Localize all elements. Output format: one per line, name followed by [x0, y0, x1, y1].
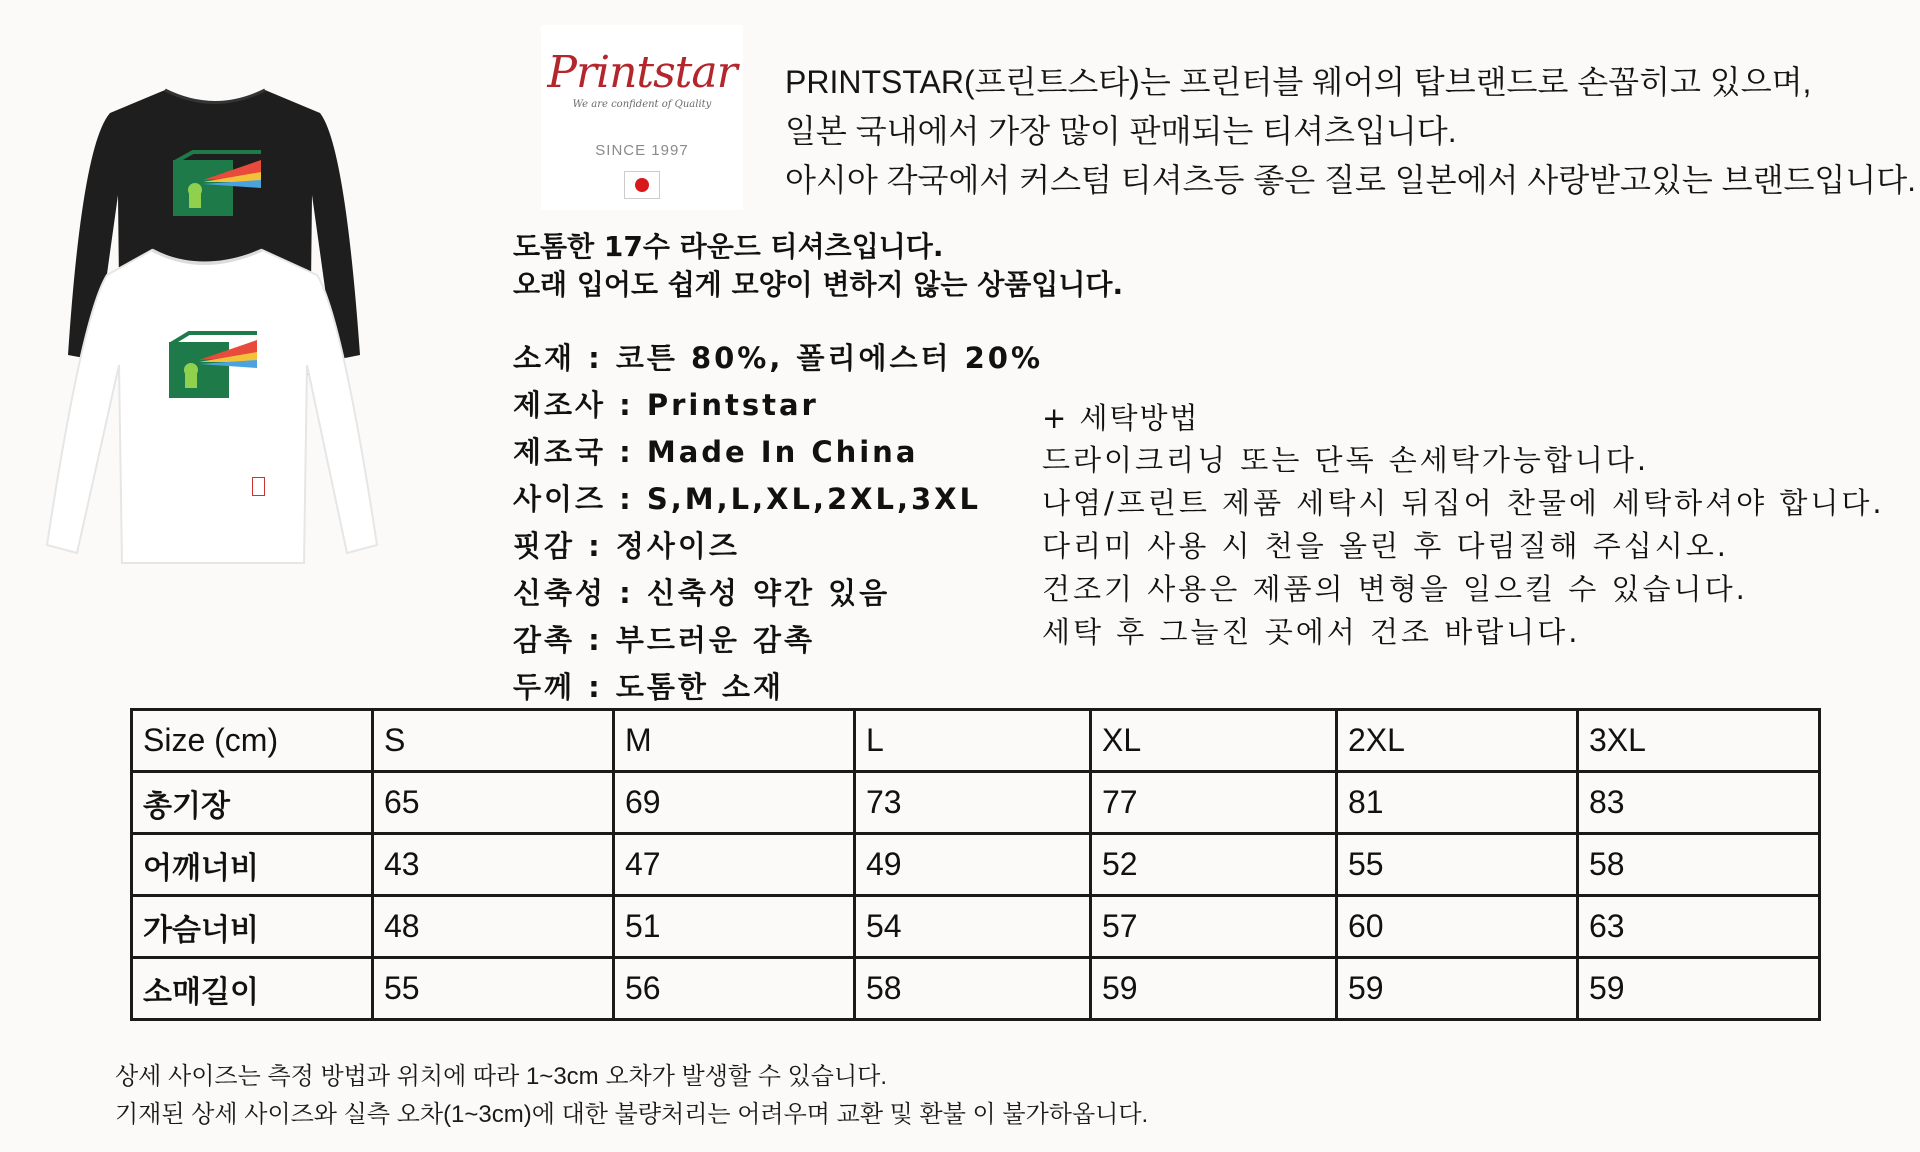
- white-tshirt-image: [42, 245, 382, 570]
- white-shirt-print-graphic: [169, 330, 257, 400]
- care-title: + 세탁방법: [1042, 401, 1200, 435]
- size-chart-table: [130, 708, 1821, 1021]
- note-line: 상세 사이즈는 측정 방법과 위치에 따라 1~3cm 오차가 발생할 수 있습니다.: [115, 1063, 888, 1090]
- table-cell: 47: [614, 834, 855, 896]
- intro-line: PRINTSTAR(프린트스타)는 프린터블 웨어의 탑브랜드로 손꼽히고 있으며,: [785, 64, 1812, 100]
- washing-instructions: [1042, 396, 1885, 653]
- row-label: 총기장: [132, 772, 373, 834]
- logo-brand: Printstar: [547, 47, 737, 98]
- row-label: 소매길이: [132, 958, 373, 1020]
- spec-stretch: 신축성 : 신축성 약간 있음: [513, 576, 891, 610]
- size-notes: [115, 1058, 1148, 1134]
- spec-texture: 감촉 : 부드러운 감촉: [513, 623, 815, 657]
- row-label: 어깨너비: [132, 834, 373, 896]
- spec-fit: 핏감 : 정사이즈: [513, 529, 740, 563]
- japan-flag-icon: [624, 171, 660, 199]
- description-line: 오래 입어도 쉽게 모양이 변하지 않는 상품입니다.: [513, 268, 1124, 301]
- table-cell: 60: [1337, 896, 1578, 958]
- table-cell: 58: [1578, 834, 1820, 896]
- spec-material: 소재 : 코튼 80%, 폴리에스터 20%: [513, 341, 1044, 375]
- table-cell: 55: [1337, 834, 1578, 896]
- table-cell: 59: [1578, 958, 1820, 1020]
- table-cell: 73: [855, 772, 1091, 834]
- table-cell: 52: [1091, 834, 1337, 896]
- table-cell: 57: [1091, 896, 1337, 958]
- care-line: 건조기 사용은 제품의 변형을 일으킬 수 있습니다.: [1042, 572, 1748, 606]
- table-row: [132, 834, 1820, 896]
- table-cell: 69: [614, 772, 855, 834]
- logo-since: SINCE 1997: [595, 142, 689, 159]
- intro-line: 일본 국내에서 가장 많이 판매되는 티셔츠입니다.: [785, 113, 1457, 149]
- table-row: [132, 958, 1820, 1020]
- product-description: [513, 228, 1123, 304]
- table-cell: 81: [1337, 772, 1578, 834]
- printstar-logo: [541, 25, 743, 210]
- table-cell: 58: [855, 958, 1091, 1020]
- header-cell: 3XL: [1578, 710, 1820, 772]
- table-cell: 55: [373, 958, 614, 1020]
- brand-intro: [785, 58, 1917, 205]
- table-cell: 49: [855, 834, 1091, 896]
- table-cell: 63: [1578, 896, 1820, 958]
- intro-line: 아시아 각국에서 커스텀 티셔츠등 좋은 질로 일본에서 사랑받고있는 브랜드입니다.: [785, 162, 1917, 198]
- table-cell: 54: [855, 896, 1091, 958]
- table-cell: 48: [373, 896, 614, 958]
- table-cell: 83: [1578, 772, 1820, 834]
- care-line: 나염/프린트 제품 세탁시 뒤집어 찬물에 세탁하셔야 합니다.: [1042, 486, 1885, 520]
- table-cell: 65: [373, 772, 614, 834]
- product-specs: [513, 336, 1043, 712]
- black-shirt-print-graphic: [173, 150, 261, 220]
- spec-origin: 제조국 : Made In China: [513, 435, 919, 469]
- spec-sizes: 사이즈 : S,M,L,XL,2XL,3XL: [513, 482, 982, 516]
- description-line: 도톰한 17수 라운드 티셔츠입니다.: [513, 230, 944, 263]
- table-cell: 59: [1091, 958, 1337, 1020]
- care-line: 드라이크리닝 또는 단독 손세탁가능합니다.: [1042, 443, 1650, 477]
- row-label: 가슴너비: [132, 896, 373, 958]
- table-cell: 43: [373, 834, 614, 896]
- note-line: 기재된 상세 사이즈와 실측 오차(1~3cm)에 대한 불량처리는 어려우며 교환 및 환불 이 불가하옵니다.: [115, 1101, 1149, 1128]
- shirt-hem-tag: [252, 477, 265, 496]
- table-row: [132, 896, 1820, 958]
- table-row: [132, 772, 1820, 834]
- spec-thickness: 두께 : 도톰한 소재: [513, 670, 784, 704]
- care-line: 세탁 후 그늘진 곳에서 건조 바랍니다.: [1042, 615, 1581, 649]
- care-line: 다리미 사용 시 천을 올린 후 다림질해 주십시오.: [1042, 529, 1730, 563]
- logo-tagline: We are confident of Quality: [572, 99, 712, 110]
- table-header-row: [132, 710, 1820, 772]
- header-cell: XL: [1091, 710, 1337, 772]
- spec-manufacturer: 제조사 : Printstar: [513, 388, 819, 422]
- header-cell: L: [855, 710, 1091, 772]
- table-cell: 51: [614, 896, 855, 958]
- table-cell: 77: [1091, 772, 1337, 834]
- table-cell: 59: [1337, 958, 1578, 1020]
- header-cell: M: [614, 710, 855, 772]
- header-cell: S: [373, 710, 614, 772]
- header-cell: Size (cm): [132, 710, 373, 772]
- header-cell: 2XL: [1337, 710, 1578, 772]
- table-cell: 56: [614, 958, 855, 1020]
